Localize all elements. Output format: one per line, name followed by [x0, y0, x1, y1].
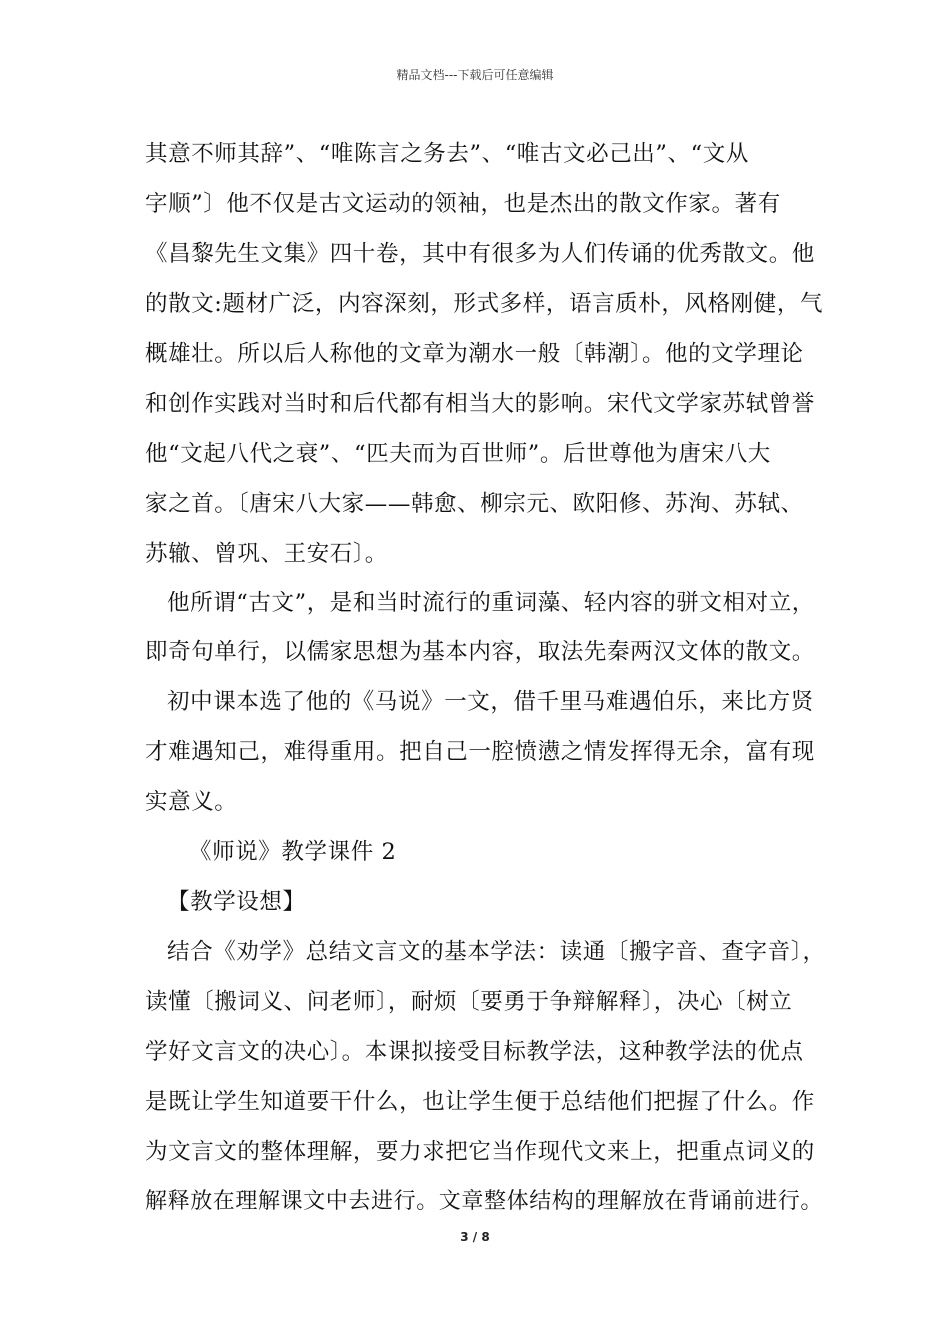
section-heading: 【教学设想】: [167, 889, 306, 915]
page-header: 精品文档---下载后可任意编辑: [396, 68, 554, 82]
body-text-line: 读懂〔搬词义、问老师〕，耐烦〔要勇于争辩解释〕，决心〔树立: [145, 989, 793, 1015]
body-text-line: 的散文:题材广泛，内容深刻，形式多样，语言质朴，风格刚健，气: [145, 291, 824, 317]
body-text-line: 概雄壮。所以后人称他的文章为潮水一般〔韩潮〕。他的文学理论: [145, 341, 804, 367]
body-text-line: 家之首。〔唐宋八大家——韩愈、柳宗元、欧阳修、苏洵、苏轼、: [145, 491, 804, 517]
body-text-line: 《昌黎先生文集》四十卷，其中有很多为人们传诵的优秀散文。他: [145, 241, 815, 267]
body-text-line: 苏辙、曾巩、王安石〕。: [145, 541, 388, 567]
body-text-line: 是既让学生知道要干什么，也让学生便于总结他们把握了什么。作: [145, 1089, 815, 1115]
body-text-line: 即奇句单行，以儒家思想为基本内容，取法先秦两汉文体的散文。: [145, 639, 815, 665]
body-text-line: 实意义。: [145, 789, 238, 815]
paragraph-first-line: 初中课本选了他的《马说》一文，借千里马难遇伯乐，来比方贤: [167, 689, 814, 715]
paragraph-first-line: 他所谓“古文”，是和当时流行的重词藻、轻内容的骈文相对立，: [167, 590, 815, 616]
body-text-line: 他“文起八代之衰”、“匹夫而为百世师”。后世尊他为唐宋八大: [145, 441, 771, 467]
paragraph-first-line: 结合《劝学》总结文言文的基本学法：读通〔搬字音、查字音〕，: [167, 939, 826, 965]
body-text-line: 字顺”〕他不仅是古文运动的领袖，也是杰出的散文作家。著有: [145, 191, 781, 217]
body-text-line: 才难遇知己，难得重用。把自己一腔愤懑之情发挥得无余，富有现: [145, 739, 815, 765]
body-text-line: 为文言文的整体理解，要力求把它当作现代文来上，把重点词义的: [145, 1139, 815, 1165]
body-text-line: 和创作实践对当时和后代都有相当大的影响。宋代文学家苏轼曾誉: [145, 391, 815, 417]
body-text-line: 学好文言文的决心〕。本课拟接受目标教学法，这种教学法的优点: [145, 1039, 804, 1065]
section-title: 《师说》教学课件 2: [189, 839, 397, 865]
page-number: 3 / 8: [460, 1230, 490, 1244]
body-text-line: 解释放在理解课文中去进行。文章整体结构的理解放在背诵前进行。: [145, 1189, 824, 1214]
body-text-line: 其意不师其辞”、“唯陈言之务去”、“唯古文必己出”、“文从: [145, 141, 749, 167]
